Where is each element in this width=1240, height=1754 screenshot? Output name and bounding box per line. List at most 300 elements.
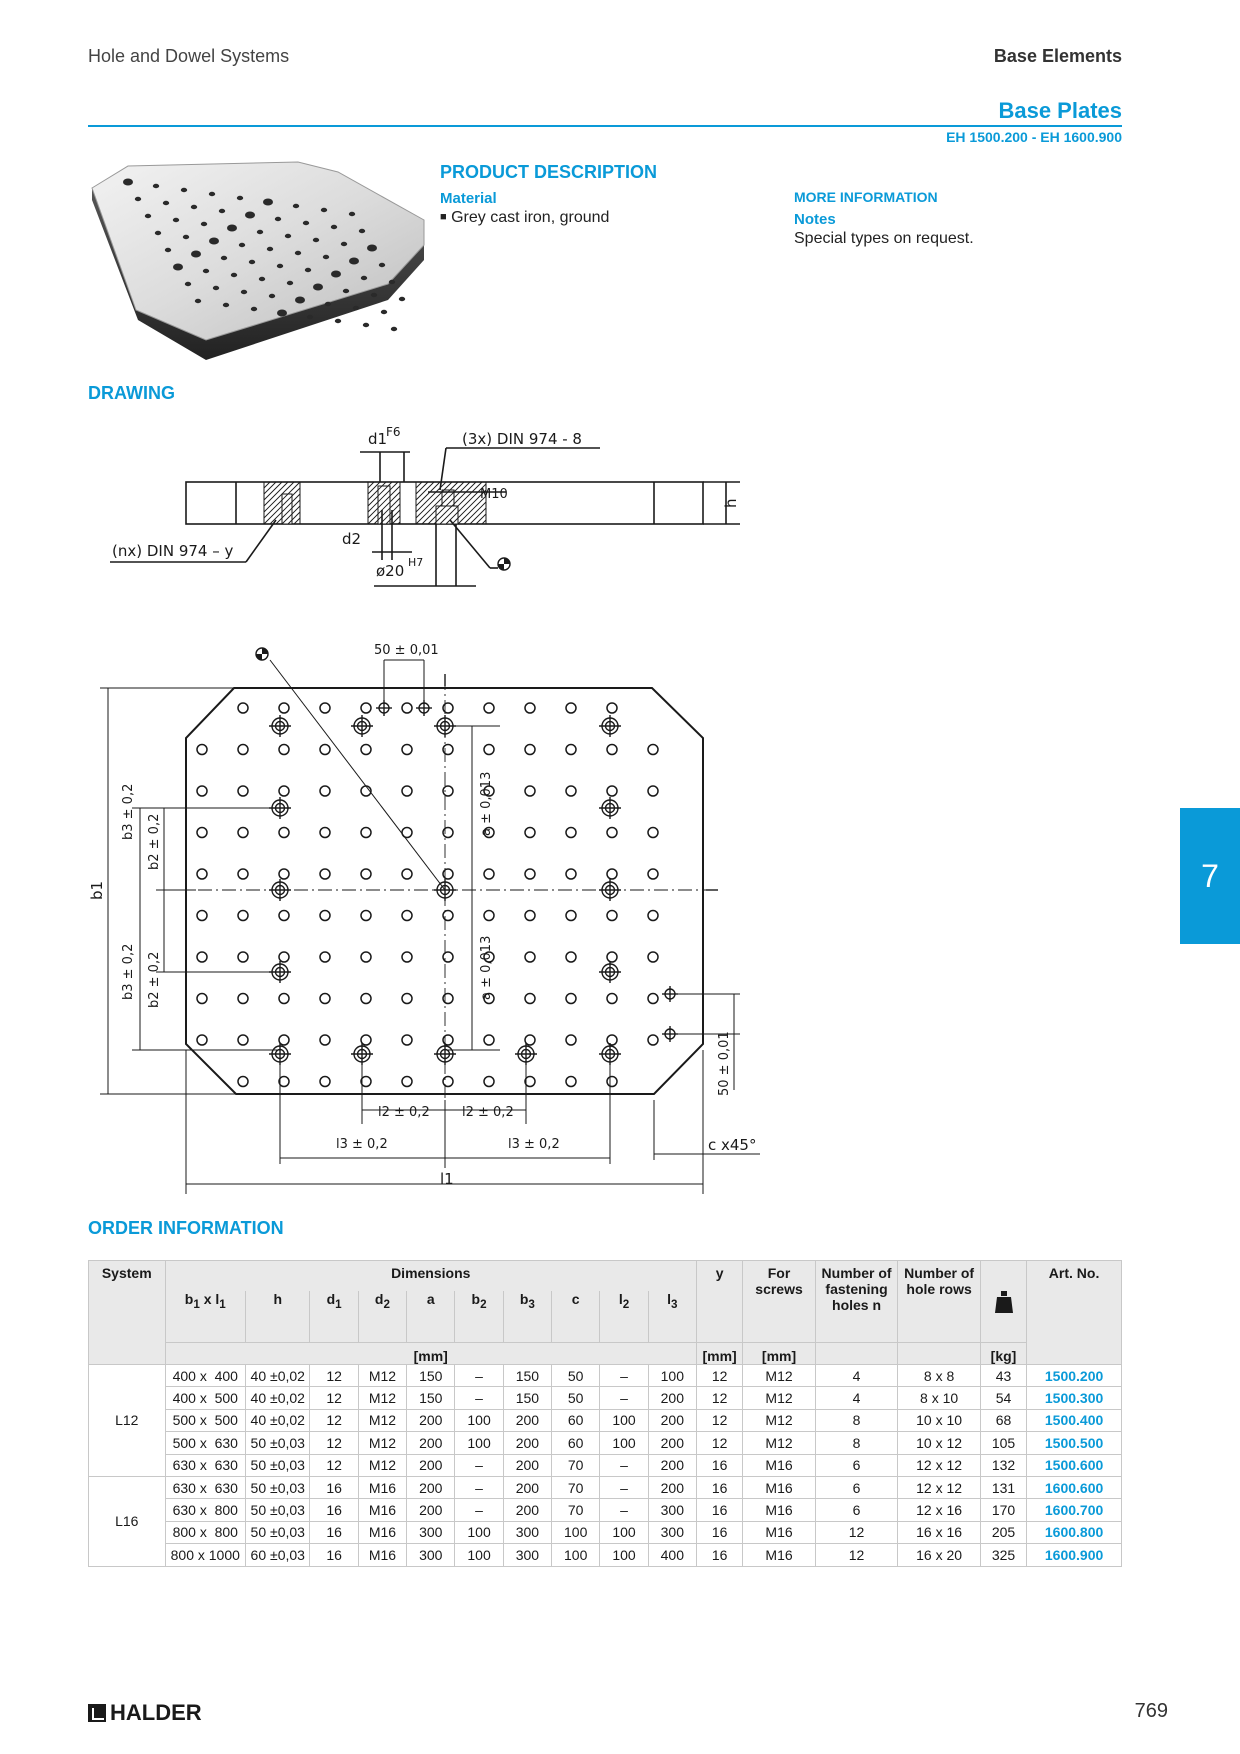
cell-b2: 100 — [455, 1432, 503, 1454]
cell-n: 4 — [815, 1365, 898, 1387]
cell-rows: 16 x 16 — [898, 1521, 981, 1543]
svg-text:50 ± 0,01: 50 ± 0,01 — [374, 643, 439, 658]
grid-hole — [648, 1035, 658, 1045]
cell-kg: 205 — [980, 1521, 1026, 1543]
cell-d1: 12 — [310, 1409, 358, 1431]
svg-text:l3 ± 0,2: l3 ± 0,2 — [508, 1137, 560, 1152]
grid-hole — [648, 869, 658, 879]
col-dimensions: Dimensions — [165, 1261, 696, 1291]
cell-kg: 132 — [980, 1454, 1026, 1476]
cell-rows: 10 x 10 — [898, 1409, 981, 1431]
cell-b3: 300 — [503, 1544, 551, 1566]
cell-l2: 100 — [600, 1432, 648, 1454]
cell-d2: M12 — [358, 1409, 406, 1431]
cell-art[interactable]: 1600.700 — [1027, 1499, 1122, 1521]
cell-l2: – — [600, 1476, 648, 1498]
cell-screws: M12 — [743, 1432, 815, 1454]
grid-hole — [566, 869, 576, 879]
cell-d1: 12 — [310, 1454, 358, 1476]
svg-text:h: h — [722, 498, 740, 508]
svg-text:l3 ± 0,2: l3 ± 0,2 — [336, 1137, 388, 1152]
grid-hole — [566, 994, 576, 1004]
table-row — [89, 1544, 1122, 1566]
grid-hole — [361, 703, 371, 713]
col-d1: $d_1$ — [310, 1291, 358, 1343]
svg-text:d2: d2 — [342, 530, 362, 548]
grid-hole — [320, 911, 330, 921]
col-l3: $l_3$ — [648, 1291, 696, 1343]
cell-screws: M12 — [743, 1387, 815, 1409]
grid-hole — [443, 994, 453, 1004]
weight-unit: [kg] — [980, 1343, 1026, 1365]
cell-b2: 100 — [455, 1544, 503, 1566]
cell-y: 16 — [696, 1544, 742, 1566]
cell-a: 300 — [407, 1521, 455, 1543]
table-row — [89, 1432, 1122, 1454]
table-row — [89, 1454, 1122, 1476]
cell-b3: 300 — [503, 1521, 551, 1543]
cell-l3: 200 — [648, 1476, 696, 1498]
grid-hole — [320, 1077, 330, 1087]
cell-a: 200 — [407, 1432, 455, 1454]
table-row — [89, 1409, 1122, 1431]
grid-hole — [607, 745, 617, 755]
cell-y: 12 — [696, 1432, 742, 1454]
cell-c: 100 — [552, 1521, 600, 1543]
grid-hole — [525, 952, 535, 962]
grid-hole — [484, 703, 494, 713]
grid-hole — [320, 745, 330, 755]
cell-l2: 100 — [600, 1409, 648, 1431]
grid-hole — [320, 994, 330, 1004]
cell-c: 60 — [552, 1432, 600, 1454]
cell-h: 40 ±0,02 — [246, 1387, 310, 1409]
grid-hole — [607, 786, 617, 796]
grid-hole — [402, 869, 412, 879]
notes-label: Notes — [794, 211, 836, 228]
col-rows: Number of hole rows — [898, 1261, 981, 1343]
grid-hole — [525, 703, 535, 713]
cell-l2: – — [600, 1387, 648, 1409]
col-screws: For screws — [743, 1261, 815, 1343]
svg-text:H7: H7 — [408, 556, 424, 569]
grid-hole — [238, 786, 248, 796]
svg-text:(3x) DIN 974 - 8: (3x) DIN 974 - 8 — [462, 430, 582, 448]
grid-hole — [320, 786, 330, 796]
grid-hole — [197, 828, 207, 838]
cell-b2: – — [455, 1365, 503, 1387]
cell-b3: 200 — [503, 1432, 551, 1454]
cell-l2: 100 — [600, 1521, 648, 1543]
grid-hole — [279, 994, 289, 1004]
cell-bxl: 500 x 630 — [165, 1432, 246, 1454]
y-unit: [mm] — [696, 1343, 742, 1365]
grid-hole — [566, 952, 576, 962]
cell-y: 12 — [696, 1387, 742, 1409]
cell-n: 8 — [815, 1432, 898, 1454]
table-row — [89, 1387, 1122, 1409]
cell-art[interactable]: 1500.400 — [1027, 1409, 1122, 1431]
grid-hole — [443, 703, 453, 713]
grid-hole — [443, 1077, 453, 1087]
cell-rows: 10 x 12 — [898, 1432, 981, 1454]
grid-hole — [525, 828, 535, 838]
grid-hole — [238, 994, 248, 1004]
cell-n: 12 — [815, 1544, 898, 1566]
col-l2: $l_2$ — [600, 1291, 648, 1343]
cell-l3: 300 — [648, 1499, 696, 1521]
grid-hole — [484, 745, 494, 755]
cell-kg: 43 — [980, 1365, 1026, 1387]
section-name: Hole and Dowel Systems — [88, 46, 290, 66]
grid-hole — [238, 828, 248, 838]
cell-y: 12 — [696, 1409, 742, 1431]
cell-l2: – — [600, 1365, 648, 1387]
col-art-no: Art. No. — [1027, 1261, 1122, 1365]
grid-hole — [607, 1035, 617, 1045]
cell-n: 4 — [815, 1387, 898, 1409]
grid-hole — [361, 911, 371, 921]
grid-hole — [443, 869, 453, 879]
grid-hole — [566, 1035, 576, 1045]
col-b2: $b_2$ — [455, 1291, 503, 1343]
cell-l3: 100 — [648, 1365, 696, 1387]
cell-art[interactable]: 1500.500 — [1027, 1432, 1122, 1454]
grid-hole — [566, 786, 576, 796]
cell-l3: 400 — [648, 1544, 696, 1566]
svg-text:b3 ± 0,2: b3 ± 0,2 — [121, 783, 136, 840]
grid-hole — [402, 952, 412, 962]
grid-hole — [566, 1077, 576, 1087]
cell-bxl: 630 x 630 — [165, 1476, 246, 1498]
grid-hole — [566, 828, 576, 838]
col-d2: $d_2$ — [358, 1291, 406, 1343]
product-description-heading: PRODUCT DESCRIPTION — [440, 162, 658, 182]
cell-bxl: 500 x 500 — [165, 1409, 246, 1431]
bullet-icon: ■ — [440, 211, 447, 223]
cell-b2: 100 — [455, 1521, 503, 1543]
cell-kg: 170 — [980, 1499, 1026, 1521]
cell-d2: M16 — [358, 1476, 406, 1498]
cell-h: 40 ±0,02 — [246, 1409, 310, 1431]
dimensions-unit: [mm] — [165, 1343, 696, 1365]
cell-d1: 16 — [310, 1544, 358, 1566]
grid-hole — [525, 745, 535, 755]
cell-c: 100 — [552, 1544, 600, 1566]
page-subtitle: EH 1500.200 - EH 1600.900 — [946, 129, 1122, 145]
system-cell: L16 — [89, 1476, 166, 1566]
grid-hole — [279, 703, 289, 713]
grid-hole — [402, 745, 412, 755]
cell-a: 200 — [407, 1476, 455, 1498]
cell-art[interactable]: 1500.300 — [1027, 1387, 1122, 1409]
grid-hole — [402, 1035, 412, 1045]
grid-hole — [320, 869, 330, 879]
cell-bxl: 630 x 630 — [165, 1454, 246, 1476]
cell-kg: 105 — [980, 1432, 1026, 1454]
table-row — [89, 1365, 1122, 1387]
screws-unit: [mm] — [743, 1343, 815, 1365]
grid-hole — [197, 994, 207, 1004]
cell-l2: – — [600, 1454, 648, 1476]
cell-c: 50 — [552, 1365, 600, 1387]
cell-d1: 12 — [310, 1432, 358, 1454]
grid-hole — [197, 952, 207, 962]
grid-hole — [238, 952, 248, 962]
cell-n: 6 — [815, 1454, 898, 1476]
cell-h: 60 ±0,03 — [246, 1544, 310, 1566]
cell-kg: 131 — [980, 1476, 1026, 1498]
cell-b2: – — [455, 1387, 503, 1409]
cell-art[interactable]: 1500.200 — [1027, 1365, 1122, 1387]
cell-d2: M16 — [358, 1521, 406, 1543]
grid-hole — [320, 828, 330, 838]
chapter-tab[interactable]: 7 — [1180, 808, 1240, 944]
cell-h: 40 ±0,02 — [246, 1365, 310, 1387]
grid-hole — [525, 786, 535, 796]
cell-n: 12 — [815, 1521, 898, 1543]
cell-d1: 12 — [310, 1387, 358, 1409]
grid-hole — [361, 869, 371, 879]
grid-hole — [525, 911, 535, 921]
logo-text: HALDER — [110, 1700, 202, 1725]
col-y: y — [696, 1261, 742, 1343]
cell-y: 16 — [696, 1499, 742, 1521]
cell-n: 8 — [815, 1409, 898, 1431]
cell-rows: 8 x 8 — [898, 1365, 981, 1387]
page-title: Base Plates — [998, 98, 1122, 123]
svg-text:a ± 0,013: a ± 0,013 — [479, 771, 494, 836]
cell-l3: 200 — [648, 1387, 696, 1409]
material-item-text: Grey cast iron, ground — [451, 209, 610, 226]
svg-text:c x45°: c x45° — [708, 1136, 757, 1154]
cell-rows: 12 x 12 — [898, 1476, 981, 1498]
grid-hole — [607, 828, 617, 838]
cell-bxl: 800 x 800 — [165, 1521, 246, 1543]
cell-art[interactable]: 1500.600 — [1027, 1454, 1122, 1476]
cell-bxl: 630 x 800 — [165, 1499, 246, 1521]
col-system: System — [89, 1261, 166, 1365]
grid-hole — [607, 703, 617, 713]
svg-text:b1: b1 — [88, 880, 106, 900]
cell-kg: 68 — [980, 1409, 1026, 1431]
grid-hole — [197, 911, 207, 921]
grid-hole — [648, 994, 658, 1004]
cell-l2: – — [600, 1499, 648, 1521]
cell-b3: 200 — [503, 1499, 551, 1521]
grid-hole — [361, 952, 371, 962]
grid-hole — [279, 869, 289, 879]
grid-hole — [238, 869, 248, 879]
svg-text:b2 ± 0,2: b2 ± 0,2 — [147, 951, 162, 1008]
grid-hole — [279, 745, 289, 755]
cell-d1: 12 — [310, 1365, 358, 1387]
cell-n: 6 — [815, 1499, 898, 1521]
col-h: h — [246, 1291, 310, 1343]
cell-h: 50 ±0,03 — [246, 1521, 310, 1543]
system-cell: L12 — [89, 1365, 166, 1477]
cell-bxl: 400 x 400 — [165, 1365, 246, 1387]
col-c: c — [552, 1291, 600, 1343]
cell-a: 150 — [407, 1365, 455, 1387]
cell-l3: 200 — [648, 1454, 696, 1476]
grid-hole — [607, 1077, 617, 1087]
cell-rows: 16 x 20 — [898, 1544, 981, 1566]
cell-kg: 54 — [980, 1387, 1026, 1409]
grid-hole — [320, 1035, 330, 1045]
grid-hole — [648, 952, 658, 962]
grid-hole — [238, 911, 248, 921]
col-b3: $b_3$ — [503, 1291, 551, 1343]
svg-text:ø20: ø20 — [376, 562, 405, 580]
cell-b2: – — [455, 1499, 503, 1521]
cell-d2: M12 — [358, 1454, 406, 1476]
cell-screws: M16 — [743, 1544, 815, 1566]
cell-h: 50 ±0,03 — [246, 1454, 310, 1476]
cell-a: 150 — [407, 1387, 455, 1409]
svg-text:50 ± 0,01: 50 ± 0,01 — [717, 1031, 732, 1096]
material-label: Material — [440, 190, 497, 207]
cell-d2: M12 — [358, 1365, 406, 1387]
grid-hole — [361, 828, 371, 838]
cell-c: 70 — [552, 1499, 600, 1521]
cell-d2: M12 — [358, 1387, 406, 1409]
cell-n: 6 — [815, 1476, 898, 1498]
cell-b2: – — [455, 1476, 503, 1498]
cell-rows: 12 x 12 — [898, 1454, 981, 1476]
cell-d2: M12 — [358, 1432, 406, 1454]
grid-hole — [566, 703, 576, 713]
grid-hole — [443, 952, 453, 962]
cell-bxl: 800 x 1000 — [165, 1544, 246, 1566]
more-information-heading: MORE INFORMATION — [794, 189, 938, 205]
notes-text: Special types on request. — [794, 230, 974, 247]
cell-l2: 100 — [600, 1544, 648, 1566]
cell-screws: M16 — [743, 1499, 815, 1521]
cell-l3: 300 — [648, 1521, 696, 1543]
category-name: Base Elements — [993, 46, 1122, 66]
grid-hole — [525, 994, 535, 1004]
grid-hole — [402, 1077, 412, 1087]
cell-d2: M16 — [358, 1499, 406, 1521]
svg-text:M10: M10 — [480, 487, 508, 502]
grid-hole — [320, 703, 330, 713]
col-fastening: Number of fastening holes n — [815, 1261, 898, 1343]
weight-icon — [980, 1261, 1026, 1343]
cell-l3: 200 — [648, 1409, 696, 1431]
grid-hole — [238, 1035, 248, 1045]
grid-hole — [607, 869, 617, 879]
cell-b3: 200 — [503, 1409, 551, 1431]
grid-hole — [648, 828, 658, 838]
cell-a: 200 — [407, 1409, 455, 1431]
order-table — [88, 1260, 1122, 1567]
cell-y: 16 — [696, 1454, 742, 1476]
grid-hole — [279, 952, 289, 962]
cell-b3: 200 — [503, 1454, 551, 1476]
halder-logo-icon — [88, 1704, 106, 1722]
grid-hole — [402, 703, 412, 713]
grid-hole — [484, 1077, 494, 1087]
cell-art[interactable]: 1600.800 — [1027, 1521, 1122, 1543]
grid-hole — [361, 745, 371, 755]
cell-screws: M12 — [743, 1365, 815, 1387]
grid-hole — [566, 745, 576, 755]
grid-hole — [361, 994, 371, 1004]
cell-art[interactable]: 1600.900 — [1027, 1544, 1122, 1566]
col-a: a — [407, 1291, 455, 1343]
col-bxl: $b_1$ x $l_1$ — [165, 1291, 246, 1343]
cell-b3: 150 — [503, 1387, 551, 1409]
page-number: 769 — [1134, 1700, 1168, 1722]
cell-kg: 325 — [980, 1544, 1026, 1566]
cell-art[interactable]: 1600.600 — [1027, 1476, 1122, 1498]
order-information-heading: ORDER INFORMATION — [88, 1218, 284, 1238]
table-row — [89, 1499, 1122, 1521]
cell-a: 200 — [407, 1499, 455, 1521]
halder-logo — [88, 1700, 202, 1726]
svg-text:b3 ± 0,2: b3 ± 0,2 — [121, 943, 136, 1000]
cell-b3: 150 — [503, 1365, 551, 1387]
grid-hole — [484, 869, 494, 879]
grid-hole — [279, 911, 289, 921]
cell-d1: 16 — [310, 1521, 358, 1543]
grid-hole — [484, 1035, 494, 1045]
cell-y: 16 — [696, 1476, 742, 1498]
cell-d2: M16 — [358, 1544, 406, 1566]
grid-hole — [443, 911, 453, 921]
grid-hole — [402, 786, 412, 796]
table-row — [89, 1476, 1122, 1498]
cell-h: 50 ±0,03 — [246, 1432, 310, 1454]
grid-hole — [197, 786, 207, 796]
cell-rows: 8 x 10 — [898, 1387, 981, 1409]
cell-a: 200 — [407, 1454, 455, 1476]
cell-y: 16 — [696, 1521, 742, 1543]
svg-text:(nx) DIN 974 – y: (nx) DIN 974 – y — [112, 542, 234, 560]
cell-bxl: 400 x 500 — [165, 1387, 246, 1409]
drawing-heading: DRAWING — [88, 383, 175, 403]
cell-screws: M12 — [743, 1409, 815, 1431]
grid-hole — [402, 911, 412, 921]
grid-hole — [320, 952, 330, 962]
cell-h: 50 ±0,03 — [246, 1476, 310, 1498]
cell-rows: 12 x 16 — [898, 1499, 981, 1521]
grid-hole — [402, 994, 412, 1004]
svg-text:a ± 0,013: a ± 0,013 — [479, 935, 494, 1000]
grid-hole — [525, 869, 535, 879]
cell-screws: M16 — [743, 1454, 815, 1476]
cell-d1: 16 — [310, 1499, 358, 1521]
cell-h: 50 ±0,03 — [246, 1499, 310, 1521]
grid-hole — [566, 911, 576, 921]
grid-hole — [238, 745, 248, 755]
grid-hole — [197, 1035, 207, 1045]
grid-hole — [607, 994, 617, 1004]
cell-screws: M16 — [743, 1521, 815, 1543]
cell-b3: 200 — [503, 1476, 551, 1498]
cell-c: 70 — [552, 1476, 600, 1498]
grid-hole — [238, 1077, 248, 1087]
grid-hole — [197, 869, 207, 879]
cell-l3: 200 — [648, 1432, 696, 1454]
cell-c: 60 — [552, 1409, 600, 1431]
svg-text:F6: F6 — [386, 425, 401, 439]
grid-hole — [607, 911, 617, 921]
grid-hole — [648, 911, 658, 921]
cell-b2: 100 — [455, 1409, 503, 1431]
cell-b2: – — [455, 1454, 503, 1476]
